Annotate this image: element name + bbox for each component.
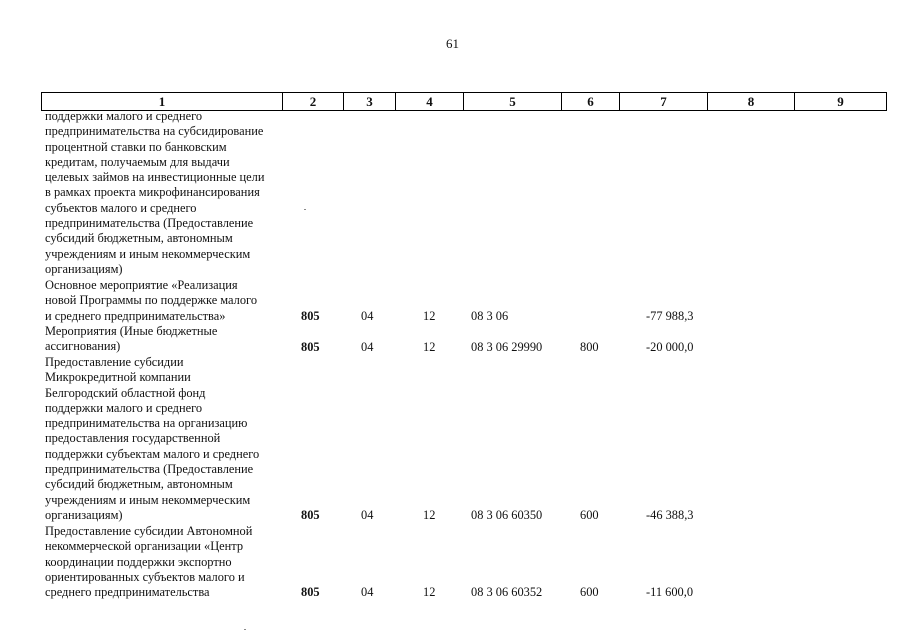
desc-line: организациям)	[45, 261, 123, 276]
desc-line: и среднего предпринимательства»	[45, 308, 226, 323]
cell-expense-type: 800	[580, 340, 599, 354]
column-header-8: 8	[708, 93, 795, 111]
desc-line: ориентированных субъектов малого и	[45, 569, 245, 584]
cell-section-code: 04	[361, 309, 374, 323]
cell-target-article: 08 3 06 29990	[471, 340, 543, 354]
cell-ministry-code: 805	[301, 340, 320, 354]
desc-line: некоммерческой организации «Центр	[45, 539, 244, 554]
cell-target-article: 08 3 06 60352	[471, 585, 543, 599]
desc-line: целевых займов на инвестиционные цели	[45, 170, 265, 185]
column-header-7: 7	[620, 93, 708, 111]
cell-ministry-code: 805	[301, 585, 320, 599]
column-header-3: 3	[344, 93, 396, 111]
desc-line: учреждениям и иным некоммерческим	[45, 492, 251, 507]
column-header-2: 2	[283, 93, 344, 111]
desc-line: Основное мероприятие «Реализация	[45, 278, 238, 292]
cell-target-article: 08 3 06 60350	[471, 508, 543, 522]
desc-line: поддержки малого и среднего	[45, 109, 203, 123]
desc-line: учреждениям и иным некоммерческим	[45, 246, 251, 261]
desc-line: предпринимательства (Предоставление	[45, 216, 254, 231]
desc-line: координации поддержки экспортно	[45, 554, 232, 569]
cell-expense-type: 600	[580, 585, 599, 599]
desc-line: поддержки малого и среднего	[45, 400, 203, 415]
column-header-5: 5	[464, 93, 562, 111]
column-header-1: 1	[42, 93, 283, 111]
desc-line: организациям)	[45, 507, 123, 522]
desc-line: Белгородский областной фонд	[45, 385, 206, 400]
desc-line: Предоставление субсидии	[45, 355, 184, 369]
cell-amount: -11 600,0	[646, 585, 694, 599]
table-row-description	[45, 355, 276, 523]
cell-subsection-code: 12	[423, 508, 436, 522]
cell-amount: -46 388,3	[646, 508, 694, 522]
desc-line: субсидий бюджетным, автономным	[45, 231, 233, 246]
cell-section-code: 04	[361, 585, 374, 599]
scan-speck	[304, 209, 306, 210]
desc-line: предоставления государственной	[45, 431, 221, 446]
column-header-4: 4	[396, 93, 464, 111]
cell-subsection-code: 12	[423, 340, 436, 354]
table-row-description	[45, 324, 276, 355]
desc-line: в рамках проекта микрофинансирования	[45, 185, 260, 200]
desc-line: процентной ставки по банковским	[45, 139, 227, 154]
desc-line: ассигнования)	[45, 339, 121, 354]
table-row-description	[45, 109, 276, 277]
desc-line: Предоставление субсидии Автономной	[45, 524, 253, 538]
table-row-description	[45, 524, 276, 600]
page-number: 61	[446, 36, 459, 51]
cell-subsection-code: 12	[423, 309, 436, 323]
cell-subsection-code: 12	[423, 585, 436, 599]
desc-line: предпринимательства на организацию	[45, 416, 248, 431]
cell-expense-type: 600	[580, 508, 599, 522]
desc-line: предпринимательства (Предоставление	[45, 462, 254, 477]
desc-line: субъектов малого и среднего	[45, 200, 197, 215]
column-header-9: 9	[795, 93, 887, 111]
desc-line: кредитам, получаемым для выдачи	[45, 154, 230, 169]
table-row-description	[45, 278, 276, 324]
cell-amount: -77 988,3	[646, 309, 694, 323]
cell-target-article: 08 3 06	[471, 309, 509, 323]
cell-amount: -20 000,0	[646, 340, 694, 354]
cell-ministry-code: 805	[301, 309, 320, 323]
desc-line: новой Программы по поддержке малого	[45, 293, 258, 308]
cell-ministry-code: 805	[301, 508, 320, 522]
desc-line: Микрокредитной компании	[45, 370, 191, 385]
cell-section-code: 04	[361, 340, 374, 354]
desc-line: Мероприятия (Иные бюджетные	[45, 324, 218, 338]
desc-line: среднего предпринимательства	[45, 585, 210, 600]
desc-line: предпринимательства на субсидирование	[45, 124, 264, 139]
desc-line: поддержки субъектам малого и среднего	[45, 446, 260, 461]
scan-speck	[244, 629, 246, 630]
cell-section-code: 04	[361, 508, 374, 522]
desc-line: субсидий бюджетным, автономным	[45, 477, 233, 492]
column-header-6: 6	[562, 93, 620, 111]
